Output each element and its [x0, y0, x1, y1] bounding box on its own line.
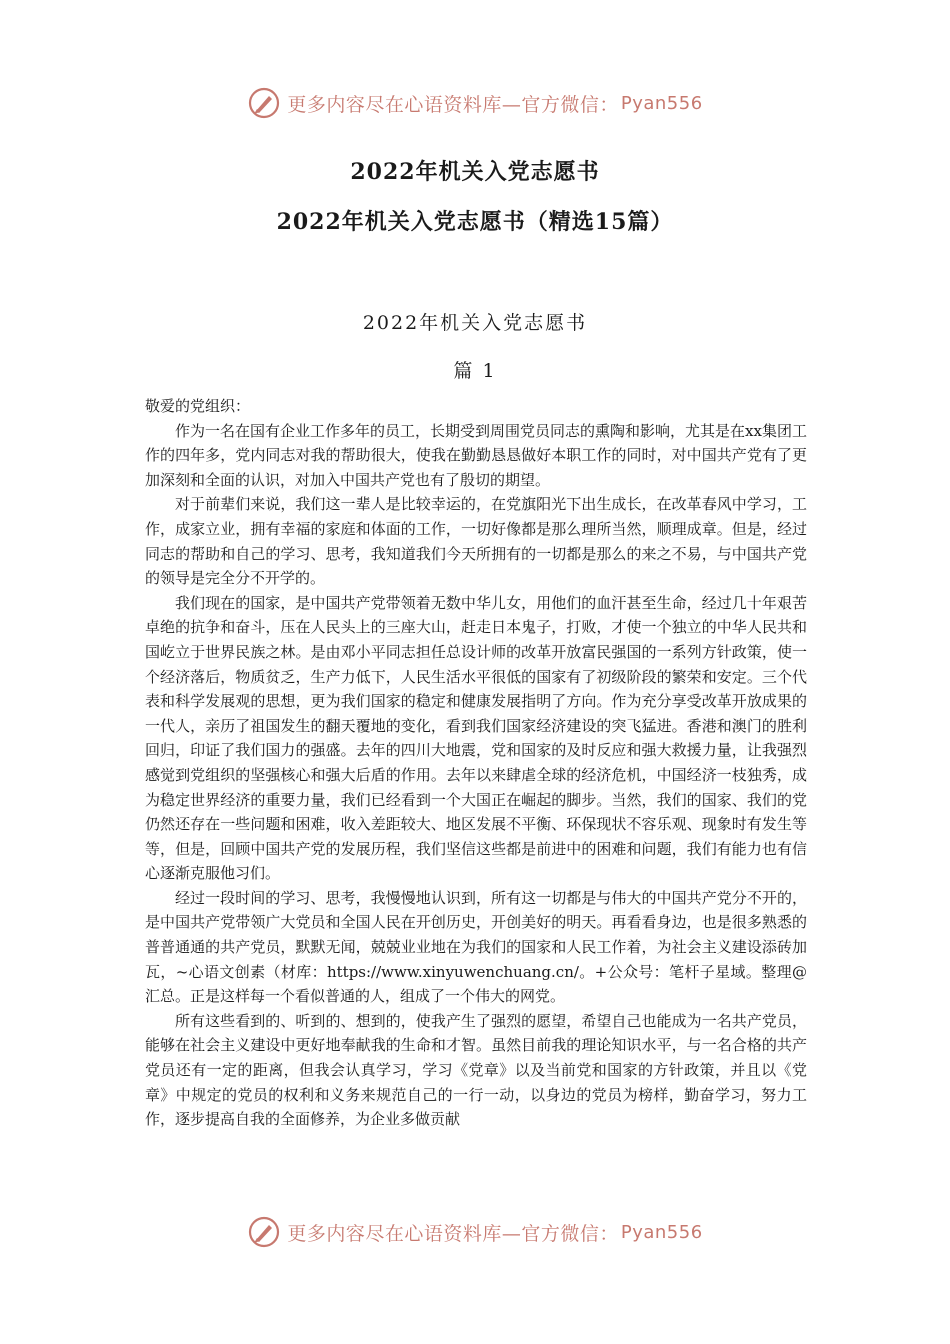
watermark-text: 更多内容尽在心语资料库—官方微信： — [287, 93, 619, 116]
watermark-text: 更多内容尽在心语资料库—官方微信： — [287, 1222, 619, 1245]
watermark-handle: Pyan556 — [620, 1221, 703, 1243]
salutation: 敬爱的党组织： — [145, 397, 251, 415]
section-title: 2022年机关入党志愿书 — [362, 312, 588, 334]
pen-logo-icon — [247, 86, 281, 120]
letter-body — [145, 394, 807, 1132]
paragraph: 对于前辈们来说，我们这一辈人是比较幸运的，在党旗阳光下出生成长，在改革春风中学习，工作，成家立业，拥有幸福的家庭和体面的工作，一切好像都是那么理所当然，顺理成章。但是，经过同志的帮助和自己的学习、思考，我知道我们今天所拥有的一切都是那么的来之不易，与中国共产党的领导是完全分不开学的。 — [145, 495, 807, 588]
paragraph: 作为一名在国有企业工作多年的员工，长期受到周围党员同志的熏陶和影响，尤其是在xx集团工作的四年多，党内同志对我的帮助很大，使我在勤勤恳恳做好本职工作的同时，对中国共产党有了更加深刻和全面的认识，对加入中国共产党也有了殷切的期望。 — [145, 421, 807, 489]
paragraph: 我们现在的国家，是中国共产党带领着无数中华儿女，用他们的血汗甚至生命，经过几十年艰苦卓绝的抗争和奋斗，压在人民头上的三座大山，赶走日本鬼子，打败，才使一个独立的中华人民共和国屹立于世界民族之林。是由邓小平同志担任总设计师的改革开放富民强国的一系列方针政策，使一个经济落后，物质贫乏，生产力低下，人民生活水平很低的国家有了初级阶段的繁荣和安定。三个代表和科学发展观的思想，更为我们国家的稳定和健康发展指明了方向。作为充分享受改革开放成果的一代人，亲历了祖国发生的翻天覆地的变化，看到我们国家经济建设的突飞猛进。香港和澳门的胜利回归，印证了我们国力的强盛。去年的四川大地震，党和国家的及时反应和强大救援力量，让我强烈感觉到党组织的坚强核心和强大后盾的作用。去年以来肆虐全球的经济危机，中国经济一枝独秀，成为稳定世界经济的重要力量，我们已经看到一个大国正在崛起的脚步。当然，我们的国家、我们的党仍然还存在一些问题和困难，收入差距较大、地区发展不平衡、环保现状不容乐观、现象时有发生等等，但是，回顾中国共产党的发展历程，我们坚信这些都是前进中的困难和问题，我们有能力也有信心逐渐克服他习们。 — [145, 593, 807, 883]
document-subtitle: 2022年机关入党志愿书（精选15篇） — [276, 209, 674, 235]
chapter-label: 篇 1 — [453, 360, 497, 382]
watermark-handle: Pyan556 — [620, 92, 703, 114]
watermark-header — [0, 83, 950, 123]
watermark-footer — [0, 1212, 950, 1252]
document-title: 2022年机关入党志愿书 — [350, 159, 600, 185]
pen-logo-icon — [247, 1215, 281, 1249]
paragraph: 经过一段时间的学习、思考，我慢慢地认识到，所有这一切都是与伟大的中国共产党分不开的，是中国共产党带领广大党员和全国人民在开创历史，开创美好的明天。再看看身边，也是很多熟悉的普普通通的共产党员，默默无闻，兢兢业业地在为我们的国家和人民工作着，为社会主义建设添砖加瓦，~心语文创素（材库：https://www.xinyuwenchuang.cn/。+公众号：笔杆子星域。整理@汇总。正是这样每一个看似普通的人，组成了一个伟大的网党。 — [145, 888, 807, 1006]
paragraph: 所有这些看到的、听到的、想到的，使我产生了强烈的愿望，希望自己也能成为一名共产党员，能够在社会主义建设中更好地奉献我的生命和才智。虽然目前我的理论知识水平，与一名合格的共产党员还有一定的距离，但我会认真学习，学习《党章》以及当前党和国家的方针政策，并且以《党章》中规定的党员的权利和义务来规范自己的一行一动，以身边的党员为榜样，勤奋学习，努力工作，逐步提高自我的全面修养，为企业多做贡献 — [145, 1011, 807, 1129]
